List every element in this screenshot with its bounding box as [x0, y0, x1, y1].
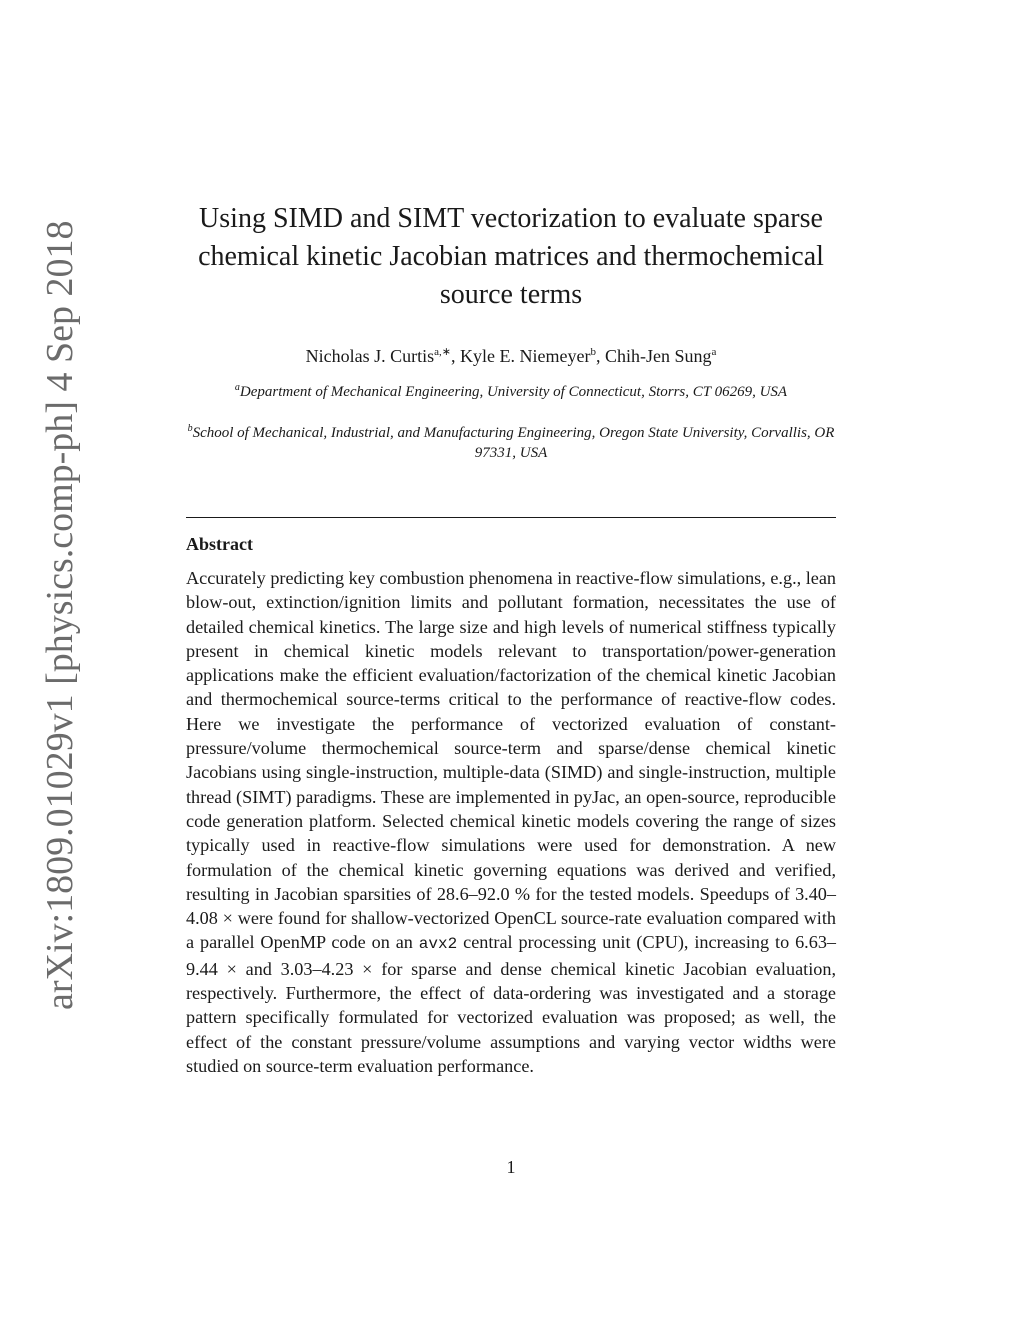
- affiliation-mark: a: [234, 382, 240, 393]
- author-name: Chih-Jen Sung: [604, 346, 712, 366]
- affiliation: [186, 378, 836, 402]
- author-affiliation-mark: b: [590, 346, 596, 358]
- affiliation: [186, 419, 836, 463]
- author-affiliation-mark: a: [711, 346, 717, 358]
- page-number: 1: [506, 1157, 516, 1177]
- abstract-text: Accurately predicting key combustion phenomena in reactive-flow simulations, e.g., lean blow-out, extinction/ignition limits and pollutant formation, necessitates the use of detailed chemical kinetics. The large size and high levels of numerical stiffness typically present in chemical kinetic models relevant to transportation/power-generation applications make the efficient evaluation/factorization of the chemical kinetic Jacobian and thermochemical source-terms critical to the performance of reactive-flow codes. Here we investigate the performance of vectorized evaluation of constant-pressure/volume thermochemical source-term and sparse/dense chemical kinetic Jacobians using single-instruction, multiple-data (SIMD) and single-instruction, multiple thread (SIMT) paradigms. These are implemented in pyJac, an open-source, reproducible code generation platform. Selected chemical kinetic models covering the range of sizes typically used in reactive-flow simulations were used for demonstration. A new formulation of the chemical kinetic governing equations was derived and verified, resulting in Jacobian sparsities of 28.6–92.0 % for the tested models. Speedups of 3.40–4.08 × were found for shallow-vectorized OpenCL source-rate evaluation compared with a parallel OpenMP code on an: [186, 568, 836, 953]
- author-name: Kyle E. Niemeyer: [460, 346, 591, 366]
- author-list: Nicholas J. Curtis$^{a,∗}$, Kyle E. Niemeyer$^b$, Chih-Jen Sung$^a$: [305, 346, 717, 366]
- arxiv-stamp-text: arXiv:1809.01029v1 [physics.comp-ph] 4 Sep 2018: [39, 220, 81, 1010]
- author-affiliation-mark: a,∗: [434, 346, 451, 358]
- abstract-code-term: avx2: [418, 935, 458, 954]
- abstract-heading: Abstract: [186, 534, 253, 554]
- paper-title: Using SIMD and SIMT vectorization to evaluate sparse chemical kinetic Jacobian matrices and thermochemical source terms: [198, 203, 824, 310]
- affiliation-text: School of Mechanical, Industrial, and Manufacturing Engineering, Oregon State University, Corvallis, OR 97331, USA: [192, 425, 835, 461]
- abstract-text: central processing unit (CPU), increasing to 6.63–9.44 × and 3.03–4.23 × for sparse and dense chemical kinetic Jacobian evaluation, respectively. Furthermore, the effect of data-ordering was investigated and a storage pattern specifically formulated for vectorized evaluation was proposed; as well, the effect of the constant pressure/volume assumptions and varying vector widths were studied on source-term evaluation performance.: [186, 932, 837, 1076]
- abstract-divider: [186, 517, 836, 518]
- affiliation-mark: b: [187, 423, 193, 434]
- affiliation-text: Department of Mechanical Engineering, University of Connecticut, Storrs, CT 06269, USA: [239, 384, 788, 400]
- arxiv-stamp: [18, 220, 81, 1015]
- abstract-body: [186, 566, 836, 1078]
- author-name: Nicholas J. Curtis: [305, 346, 435, 366]
